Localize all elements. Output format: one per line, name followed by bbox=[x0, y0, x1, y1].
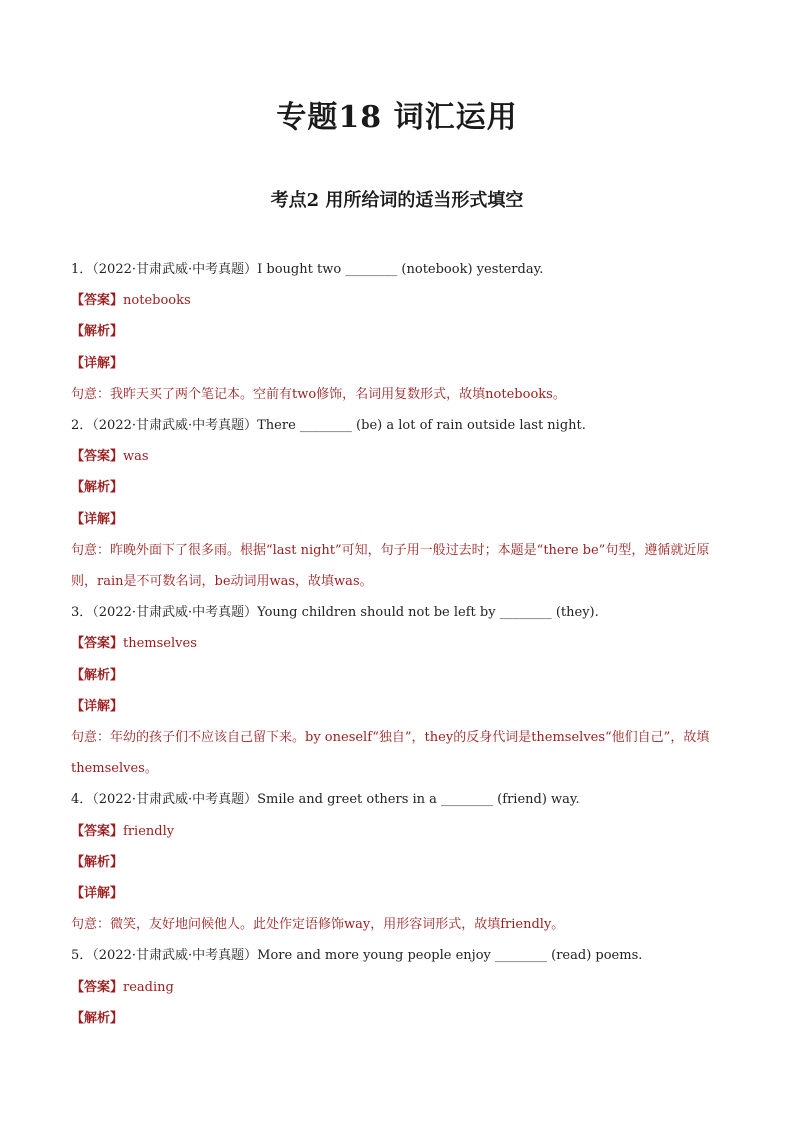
question-source: （2022·甘肃武威·中考真题） bbox=[92, 418, 258, 434]
question-text: There ________ (be) a lot of rain outside last night. bbox=[257, 418, 586, 434]
answer-label: 【答案】 bbox=[71, 823, 124, 839]
answer-value: themselves bbox=[123, 636, 197, 652]
question-item bbox=[71, 940, 731, 1034]
analysis-line bbox=[71, 660, 731, 691]
analysis-line bbox=[71, 847, 731, 878]
question-list bbox=[71, 254, 731, 1034]
page-title: 专题18 词汇运用 bbox=[276, 100, 518, 135]
answer-value: reading bbox=[123, 979, 174, 995]
explanation-text: 句意：年幼的孩子们不应该自己留下来。by oneself“独自”，they的反身代词是themselves“他们自己”，故填themselves。 bbox=[71, 730, 710, 777]
answer-label: 【答案】 bbox=[71, 293, 124, 309]
answer-label: 【答案】 bbox=[71, 636, 124, 652]
question-number: 1． bbox=[71, 262, 93, 277]
question-number: 3． bbox=[71, 605, 93, 621]
question-number: 4． bbox=[71, 792, 93, 808]
analysis-label: 【解析】 bbox=[71, 1010, 124, 1026]
question-item bbox=[71, 784, 731, 940]
question-text: Young children should not be left by ________ (they). bbox=[257, 605, 599, 621]
question-line bbox=[71, 597, 731, 628]
detail-line bbox=[71, 878, 731, 909]
answer-line bbox=[71, 972, 731, 1003]
question-text: Smile and greet others in a ________ (friend) way. bbox=[257, 792, 580, 808]
question-line bbox=[71, 410, 731, 441]
answer-line bbox=[71, 628, 731, 659]
detail-label: 【详解】 bbox=[71, 886, 124, 902]
answer-label: 【答案】 bbox=[71, 979, 124, 995]
explanation-text: 句意：微笑，友好地问候他人。此处作定语修饰way，用形容词形式，故填friendly。 bbox=[71, 917, 565, 933]
analysis-line bbox=[71, 316, 731, 347]
analysis-line bbox=[71, 1003, 731, 1034]
question-line bbox=[71, 784, 731, 815]
answer-value: notebooks bbox=[123, 293, 191, 309]
answer-label: 【答案】 bbox=[71, 449, 124, 465]
analysis-line bbox=[71, 472, 731, 503]
detail-label: 【详解】 bbox=[71, 698, 124, 714]
answer-value: friendly bbox=[123, 823, 175, 839]
question-item bbox=[71, 254, 731, 410]
answer-value: was bbox=[123, 449, 149, 465]
question-source: （2022·甘肃武威·中考真题） bbox=[92, 948, 258, 964]
detail-line bbox=[71, 691, 731, 722]
analysis-label: 【解析】 bbox=[71, 480, 124, 496]
analysis-label: 【解析】 bbox=[71, 667, 124, 683]
question-source: （2022·甘肃武威·中考真题） bbox=[92, 605, 258, 621]
question-line bbox=[71, 254, 731, 285]
answer-line bbox=[71, 441, 731, 472]
answer-line bbox=[71, 816, 731, 847]
analysis-label: 【解析】 bbox=[71, 324, 124, 340]
detail-label: 【详解】 bbox=[71, 511, 124, 527]
answer-line bbox=[71, 285, 731, 316]
question-item bbox=[71, 410, 731, 597]
question-line bbox=[71, 940, 731, 971]
question-number: 5． bbox=[71, 948, 93, 964]
question-source: （2022·甘肃武威·中考真题） bbox=[92, 792, 258, 808]
detail-label: 【详解】 bbox=[71, 355, 124, 371]
question-number: 2． bbox=[71, 418, 93, 434]
question-item bbox=[71, 597, 731, 784]
explanation-text: 句意：昨晚外面下了很多雨。根据“last night”可知，句子用一般过去时；本题是“there be”句型，遵循就近原则，rain是不可数名词，be动词用was，故填was。 bbox=[71, 542, 710, 590]
question-text: I bought two ________ (notebook) yesterday. bbox=[257, 262, 544, 277]
detail-line bbox=[71, 348, 731, 379]
question-text: More and more young people enjoy ________ (read) poems. bbox=[257, 948, 643, 964]
analysis-label: 【解析】 bbox=[71, 854, 124, 870]
explanation-text: 句意：我昨天买了两个笔记本。空前有two修饰，名词用复数形式，故填notebooks。 bbox=[71, 386, 566, 402]
detail-line bbox=[71, 504, 731, 535]
question-source: （2022·甘肃武威·中考真题） bbox=[92, 262, 258, 277]
section-title: 考点2 用所给词的适当形式填空 bbox=[270, 190, 524, 211]
